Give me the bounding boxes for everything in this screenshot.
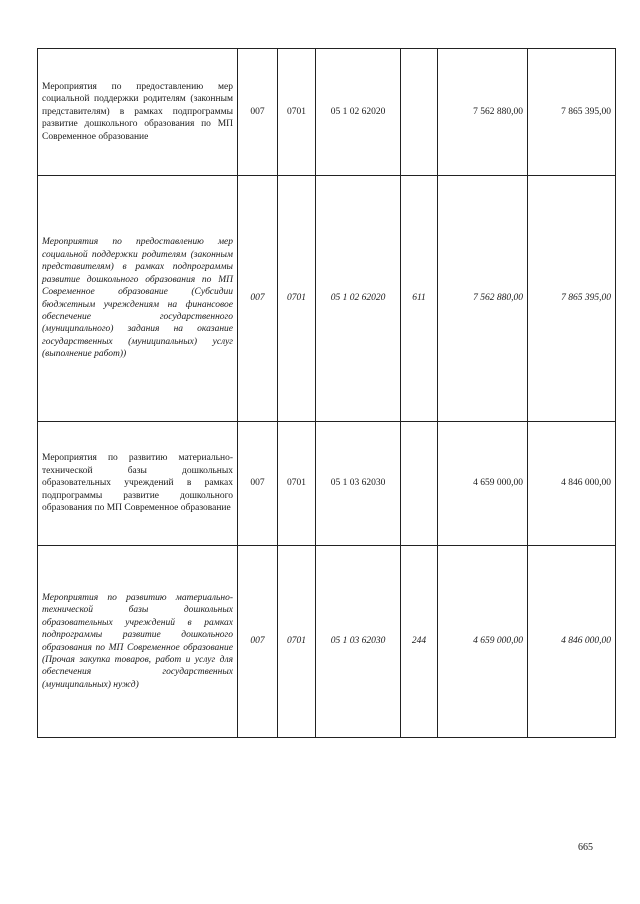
table-row xyxy=(38,546,616,738)
row-description: Мероприятия по развитию материально-технической базы дошкольных образовательных учреждений в рамках подпрограммы развитие дошкольного образования по МП Современное образование xyxy=(38,422,238,546)
amount-year-1: 7 562 880,00 xyxy=(438,49,528,176)
target-article-code: 05 1 03 62030 xyxy=(316,422,401,546)
row-description: Мероприятия по развитию материально-технической базы дошкольных образовательных учреждений в рамках подпрограммы развитие дошкольного образования по МП Современное образование (Прочая закупка товаров, работ и услуг для обеспечения государственных (муниципальных) нужд) xyxy=(38,546,238,738)
section-code: 0701 xyxy=(278,422,316,546)
target-article-code: 05 1 03 62030 xyxy=(316,546,401,738)
row-description: Мероприятия по предоставлению мер социальной поддержки родителям (законным представителям) в рамках подпрограммы развитие дошкольного образования по МП Современное образование xyxy=(38,49,238,176)
amount-year-2: 7 865 395,00 xyxy=(528,49,616,176)
ministry-code: 007 xyxy=(238,422,278,546)
expense-type-code: 611 xyxy=(401,176,438,422)
amount-year-1: 7 562 880,00 xyxy=(438,176,528,422)
ministry-code: 007 xyxy=(238,49,278,176)
section-code: 0701 xyxy=(278,176,316,422)
amount-year-2: 4 846 000,00 xyxy=(528,546,616,738)
target-article-code: 05 1 02 62020 xyxy=(316,176,401,422)
ministry-code: 007 xyxy=(238,546,278,738)
amount-year-1: 4 659 000,00 xyxy=(438,546,528,738)
row-description: Мероприятия по предоставлению мер социальной поддержки родителям (законным представителям) в рамках подпрограммы развитие дошкольного образования по МП Современное образование (Субсидии бюджетным учреждениям на финансовое обеспечение государственного (муниципального) задания на оказание государственных (муниципальных) услуг (выполнение работ)) xyxy=(38,176,238,422)
table-row xyxy=(38,49,616,176)
amount-year-2: 4 846 000,00 xyxy=(528,422,616,546)
table-row xyxy=(38,176,616,422)
expense-type-code xyxy=(401,422,438,546)
amount-year-1: 4 659 000,00 xyxy=(438,422,528,546)
expense-type-code xyxy=(401,49,438,176)
page-number: 665 xyxy=(578,842,593,853)
budget-table xyxy=(37,48,616,738)
table-row xyxy=(38,422,616,546)
section-code: 0701 xyxy=(278,546,316,738)
target-article-code: 05 1 02 62020 xyxy=(316,49,401,176)
expense-type-code: 244 xyxy=(401,546,438,738)
amount-year-2: 7 865 395,00 xyxy=(528,176,616,422)
ministry-code: 007 xyxy=(238,176,278,422)
section-code: 0701 xyxy=(278,49,316,176)
